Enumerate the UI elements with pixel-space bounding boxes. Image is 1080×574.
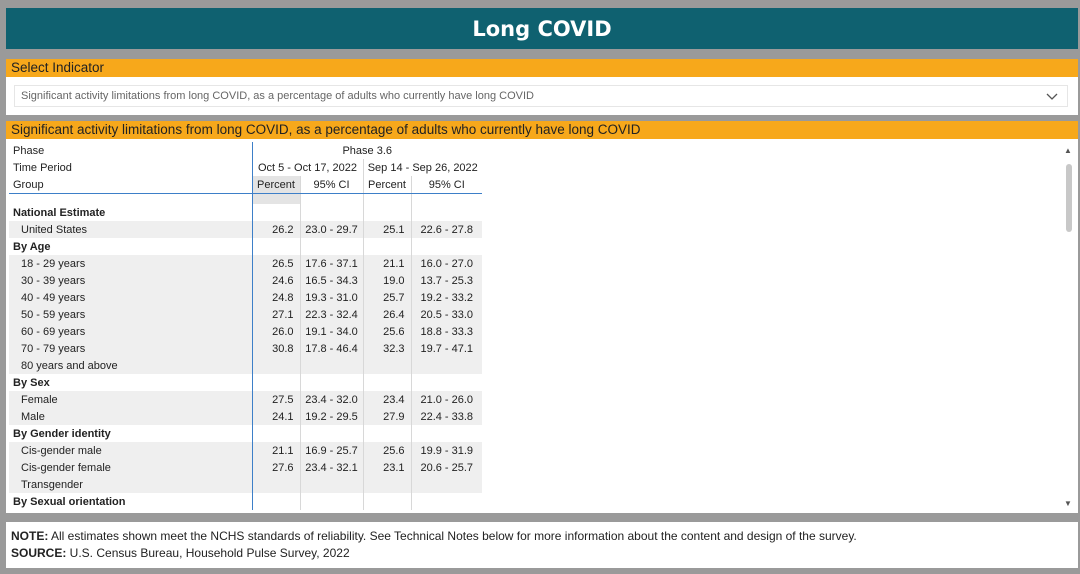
section-label: By Sexual orientation bbox=[13, 495, 126, 508]
note-body: All estimates shown meet the NCHS standards of reliability. See Technical Notes below for more information about the content and design of the survey. bbox=[48, 529, 857, 543]
table-row bbox=[9, 323, 482, 340]
percent-cell: 27.1 bbox=[252, 306, 300, 323]
column-header-ci[interactable]: 95% CI bbox=[411, 176, 482, 194]
table-row bbox=[9, 289, 482, 306]
ci-cell: 19.1 - 34.0 bbox=[300, 323, 363, 340]
percent-cell: 25.6 bbox=[363, 442, 411, 459]
percent-cell bbox=[252, 476, 300, 493]
table-row bbox=[9, 306, 482, 323]
group-label: 30 - 39 years bbox=[9, 272, 252, 289]
ci-cell: 20.5 - 33.0 bbox=[411, 306, 482, 323]
page-title: Long COVID bbox=[6, 8, 1078, 49]
group-label: Male bbox=[9, 408, 252, 425]
ci-cell: 20.6 - 25.7 bbox=[411, 459, 482, 476]
percent-cell: 27.6 bbox=[252, 459, 300, 476]
column-header-ci[interactable]: 95% CI bbox=[300, 176, 363, 194]
header-spacer bbox=[9, 194, 482, 205]
percent-cell: 30.8 bbox=[252, 340, 300, 357]
table-row bbox=[9, 272, 482, 289]
table-row bbox=[9, 221, 482, 238]
table-row bbox=[9, 442, 482, 459]
percent-cell: 21.1 bbox=[363, 255, 411, 272]
percent-cell: 27.9 bbox=[363, 408, 411, 425]
section-label: By Gender identity bbox=[13, 427, 111, 440]
ci-cell bbox=[300, 357, 363, 374]
percent-cell: 25.7 bbox=[363, 289, 411, 306]
period-header: Oct 5 - Oct 17, 2022 bbox=[252, 159, 363, 176]
header-row-time-period bbox=[9, 159, 482, 176]
section-header-row bbox=[9, 204, 482, 221]
table-row bbox=[9, 476, 482, 493]
note-text bbox=[11, 529, 857, 543]
table-row bbox=[9, 391, 482, 408]
ci-cell: 23.4 - 32.1 bbox=[300, 459, 363, 476]
ci-cell: 16.9 - 25.7 bbox=[300, 442, 363, 459]
group-label: 80 years and above bbox=[9, 357, 252, 374]
data-table-panel bbox=[6, 121, 1078, 513]
section-label: National Estimate bbox=[13, 206, 106, 219]
scroll-up-icon[interactable]: ▲ bbox=[1064, 146, 1072, 155]
ci-cell: 21.0 - 26.0 bbox=[411, 391, 482, 408]
ci-cell: 22.6 - 27.8 bbox=[411, 221, 482, 238]
ci-cell: 22.3 - 32.4 bbox=[300, 306, 363, 323]
ci-cell: 19.2 - 33.2 bbox=[411, 289, 482, 306]
phase-value: Phase 3.6 bbox=[252, 142, 482, 159]
percent-cell: 23.1 bbox=[363, 459, 411, 476]
ci-cell: 22.4 - 33.8 bbox=[411, 408, 482, 425]
group-label: Cis-gender female bbox=[9, 459, 252, 476]
percent-cell: 23.4 bbox=[363, 391, 411, 408]
ci-cell: 19.2 - 29.5 bbox=[300, 408, 363, 425]
section-header-row bbox=[9, 425, 482, 442]
table-row bbox=[9, 459, 482, 476]
matrix-table bbox=[9, 142, 482, 510]
header-label-phase: Phase bbox=[9, 142, 252, 159]
header-row-group bbox=[9, 176, 482, 194]
group-label: Transgender bbox=[9, 476, 252, 493]
percent-cell: 24.6 bbox=[252, 272, 300, 289]
header-row-phase bbox=[9, 142, 482, 159]
ci-cell: 13.7 - 25.3 bbox=[411, 272, 482, 289]
chevron-down-icon[interactable] bbox=[1045, 89, 1059, 103]
table-row bbox=[9, 255, 482, 272]
ci-cell: 17.8 - 46.4 bbox=[300, 340, 363, 357]
source-body: U.S. Census Bureau, Household Pulse Survey, 2022 bbox=[66, 546, 350, 560]
group-label: Cis-gender male bbox=[9, 442, 252, 459]
percent-cell bbox=[252, 357, 300, 374]
percent-cell: 19.0 bbox=[363, 272, 411, 289]
percent-cell: 26.2 bbox=[252, 221, 300, 238]
group-label: 40 - 49 years bbox=[9, 289, 252, 306]
percent-cell: 25.6 bbox=[363, 323, 411, 340]
percent-cell: 26.0 bbox=[252, 323, 300, 340]
header-label-time-period: Time Period bbox=[9, 159, 252, 176]
ci-cell: 17.6 - 37.1 bbox=[300, 255, 363, 272]
note-label: NOTE: bbox=[11, 529, 49, 543]
percent-cell: 24.8 bbox=[252, 289, 300, 306]
ci-cell: 23.4 - 32.0 bbox=[300, 391, 363, 408]
percent-cell: 24.1 bbox=[252, 408, 300, 425]
group-label: 18 - 29 years bbox=[9, 255, 252, 272]
ci-cell: 18.8 - 33.3 bbox=[411, 323, 482, 340]
group-label: 50 - 59 years bbox=[9, 306, 252, 323]
percent-cell: 27.5 bbox=[252, 391, 300, 408]
percent-cell: 32.3 bbox=[363, 340, 411, 357]
scrollbar-thumb[interactable] bbox=[1066, 164, 1072, 232]
ci-cell bbox=[411, 476, 482, 493]
group-label: United States bbox=[9, 221, 252, 238]
source-text bbox=[11, 546, 350, 560]
group-label: Female bbox=[9, 391, 252, 408]
ci-cell: 23.0 - 29.7 bbox=[300, 221, 363, 238]
indicator-selector-panel bbox=[6, 59, 1078, 115]
group-label: 60 - 69 years bbox=[9, 323, 252, 340]
percent-cell: 21.1 bbox=[252, 442, 300, 459]
column-header-percent[interactable]: Percent bbox=[252, 176, 300, 194]
ci-cell: 19.3 - 31.0 bbox=[300, 289, 363, 306]
ci-cell: 16.0 - 27.0 bbox=[411, 255, 482, 272]
indicator-dropdown-value: Significant activity limitations from long COVID, as a percentage of adults who currently have long COVID bbox=[21, 90, 534, 102]
indicator-dropdown[interactable] bbox=[14, 85, 1068, 107]
column-header-percent[interactable]: Percent bbox=[363, 176, 411, 194]
percent-cell: 26.4 bbox=[363, 306, 411, 323]
scroll-down-icon[interactable]: ▼ bbox=[1064, 499, 1072, 508]
source-label: SOURCE: bbox=[11, 546, 67, 560]
ci-cell: 16.5 - 34.3 bbox=[300, 272, 363, 289]
table-title: Significant activity limitations from long COVID, as a percentage of adults who currently have long COVID bbox=[6, 121, 1078, 139]
period-header: Sep 14 - Sep 26, 2022 bbox=[363, 159, 482, 176]
table-row bbox=[9, 340, 482, 357]
ci-cell: 19.9 - 31.9 bbox=[411, 442, 482, 459]
percent-cell bbox=[363, 357, 411, 374]
section-header-row bbox=[9, 374, 482, 391]
table-row bbox=[9, 357, 482, 374]
percent-cell bbox=[363, 476, 411, 493]
select-indicator-label: Select Indicator bbox=[6, 59, 1078, 77]
section-label: By Age bbox=[13, 240, 51, 253]
vertical-scrollbar[interactable] bbox=[1063, 142, 1075, 512]
ci-cell bbox=[300, 476, 363, 493]
section-header-row bbox=[9, 493, 482, 510]
section-label: By Sex bbox=[13, 376, 50, 389]
footnote-panel bbox=[6, 522, 1078, 568]
group-label: 70 - 79 years bbox=[9, 340, 252, 357]
table-row bbox=[9, 408, 482, 425]
ci-cell bbox=[411, 357, 482, 374]
ci-cell: 19.7 - 47.1 bbox=[411, 340, 482, 357]
percent-cell: 25.1 bbox=[363, 221, 411, 238]
percent-cell: 26.5 bbox=[252, 255, 300, 272]
section-header-row bbox=[9, 238, 482, 255]
header-label-group: Group bbox=[9, 176, 252, 194]
